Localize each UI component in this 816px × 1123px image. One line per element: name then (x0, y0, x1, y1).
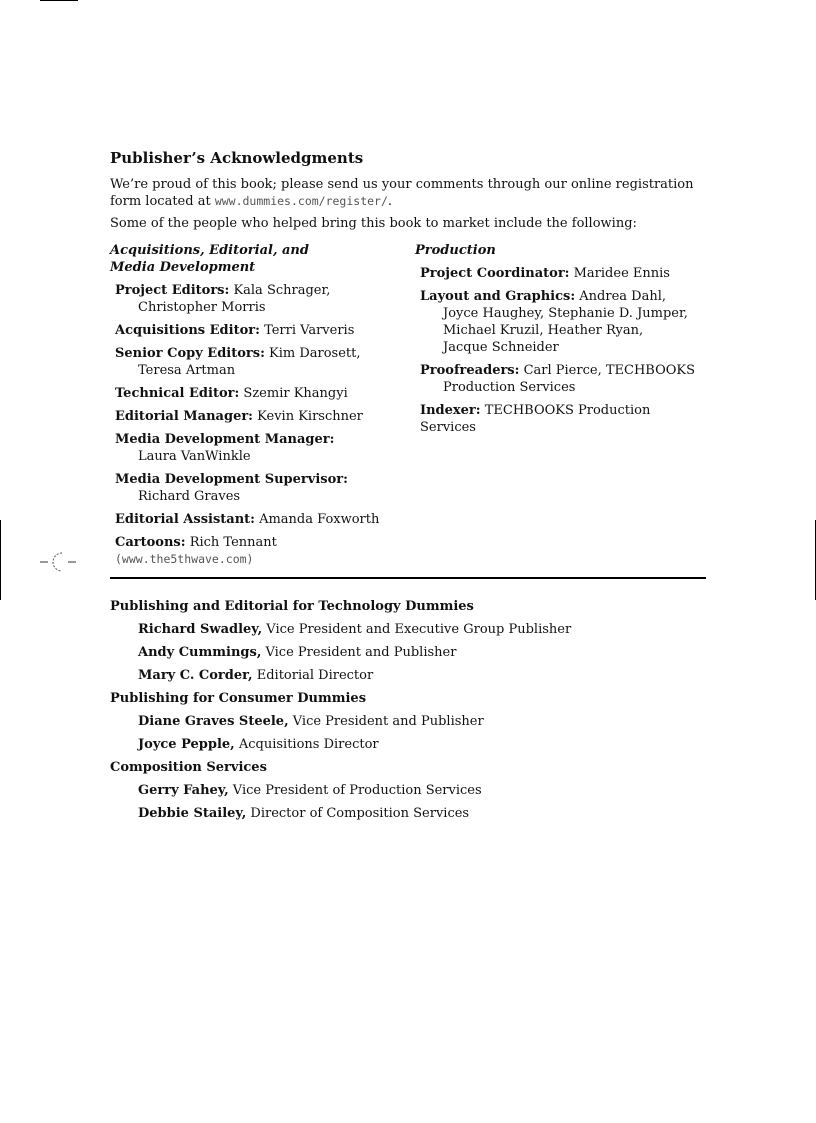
credit-value-cont: Jacque Schneider (443, 340, 559, 355)
credit-media-dev-manager (115, 431, 415, 465)
credit-label: Media Development Supervisor: (115, 472, 348, 487)
intro-text: We’re proud of this book; please send us your comments through our online registration form located at (110, 177, 694, 209)
credit-label: Media Development Manager: (115, 432, 335, 447)
intro-paragraph (110, 176, 710, 210)
staff-role: Vice President and Executive Group Publisher (266, 622, 572, 637)
right-column-heading: Production (415, 243, 496, 258)
credit-value: TECHBOOKS Production Services (420, 403, 651, 435)
staff-name: Richard Swadley, (138, 622, 263, 637)
staff-entry (138, 713, 710, 730)
credit-media-dev-supervisor (115, 471, 415, 505)
credit-value-cont: Richard Graves (138, 489, 241, 504)
credit-value-cont: Joyce Haughey, Stephanie D. Jumper, (443, 306, 688, 321)
register-url-link[interactable]: www.dummies.com/register/ (214, 194, 388, 208)
credit-value-cont: Christopher Morris (138, 300, 266, 315)
staff-name: Diane Graves Steele, (138, 714, 289, 729)
credit-label: Proofreaders: (420, 363, 520, 378)
credit-value: Andrea Dahl, (579, 289, 667, 304)
credit-value: Szemir Khangyi (243, 386, 348, 401)
staff-entry (138, 782, 710, 799)
credit-value: Kim Darosett, (269, 346, 361, 361)
credit-label: Senior Copy Editors: (115, 346, 265, 361)
credit-value: Amanda Foxworth (259, 512, 380, 527)
staff-entry (138, 667, 710, 684)
left-heading-line1: Acquisitions, Editorial, and (110, 243, 309, 258)
credit-editorial-manager (115, 408, 415, 425)
credit-label: Editorial Manager: (115, 409, 253, 424)
credit-value: Rich Tennant (189, 535, 277, 550)
left-heading-line2: Media Development (110, 260, 256, 275)
cartoons-url-link[interactable]: (www.the5thwave.com) (115, 552, 254, 566)
staff-role: Acquisitions Director (238, 737, 379, 752)
credit-value: Terri Varveris (264, 323, 355, 338)
credit-proofreaders (420, 362, 710, 396)
staff-name: Mary C. Corder, (138, 668, 253, 683)
credit-label: Technical Editor: (115, 386, 240, 401)
staff-role: Vice President of Production Services (232, 783, 482, 798)
staff-entry (138, 736, 710, 753)
credit-value-cont: Production Services (443, 380, 576, 395)
credit-technical-editor (115, 385, 415, 402)
credit-label: Layout and Graphics: (420, 289, 576, 304)
crop-mark-top (40, 0, 78, 1)
credit-label: Editorial Assistant: (115, 512, 255, 527)
credit-value: Maridee Ennis (573, 266, 670, 281)
credit-label: Cartoons: (115, 535, 186, 550)
credit-project-coordinator (420, 265, 710, 282)
credit-label: Indexer: (420, 403, 481, 418)
credit-project-editors (115, 282, 415, 316)
section-divider (110, 577, 706, 579)
crop-mark-left (0, 520, 1, 600)
staff-role: Vice President and Publisher (292, 714, 484, 729)
acknowledgments-section (110, 148, 710, 574)
page-title: Publisher’s Acknowledgments (110, 149, 364, 167)
registration-mark-icon (36, 548, 80, 576)
right-credits-column (415, 242, 710, 574)
composition-heading: Composition Services (110, 760, 267, 775)
staff-entry (138, 805, 710, 822)
credit-value-cont: Teresa Artman (138, 363, 236, 378)
staff-entry (138, 621, 710, 638)
credits-columns (110, 242, 710, 574)
credit-label: Project Editors: (115, 283, 230, 298)
publishing-staff-section (110, 598, 710, 828)
staff-role: Director of Composition Services (250, 806, 470, 821)
consumer-heading: Publishing for Consumer Dummies (110, 691, 367, 706)
credit-value-cont: Laura VanWinkle (138, 449, 251, 464)
credit-label: Acquisitions Editor: (115, 323, 260, 338)
credit-value: Kala Schrager, (233, 283, 331, 298)
technology-heading: Publishing and Editorial for Technology Dummies (110, 599, 474, 614)
credit-layout-graphics (420, 288, 710, 356)
left-column-heading (110, 242, 415, 276)
credit-senior-copy-editors (115, 345, 415, 379)
staff-name: Andy Cummings, (138, 645, 262, 660)
staff-name: Joyce Pepple, (138, 737, 235, 752)
credit-cartoons (115, 534, 415, 568)
staff-role: Vice President and Publisher (265, 645, 457, 660)
credit-acquisitions-editor (115, 322, 415, 339)
left-credits-column (110, 242, 415, 574)
credit-editorial-assistant (115, 511, 415, 528)
credit-value: Carl Pierce, TECHBOOKS (523, 363, 696, 378)
staff-name: Debbie Stailey, (138, 806, 247, 821)
credit-label: Project Coordinator: (420, 266, 570, 281)
staff-name: Gerry Fahey, (138, 783, 229, 798)
credit-value-cont: Michael Kruzil, Heather Ryan, (443, 323, 644, 338)
people-line: Some of the people who helped bring this book to market include the following: (110, 216, 637, 231)
credit-value: Kevin Kirschner (257, 409, 363, 424)
staff-role: Editorial Director (256, 668, 374, 683)
staff-entry (138, 644, 710, 661)
intro-end: . (387, 194, 393, 209)
credit-indexer (420, 402, 710, 436)
